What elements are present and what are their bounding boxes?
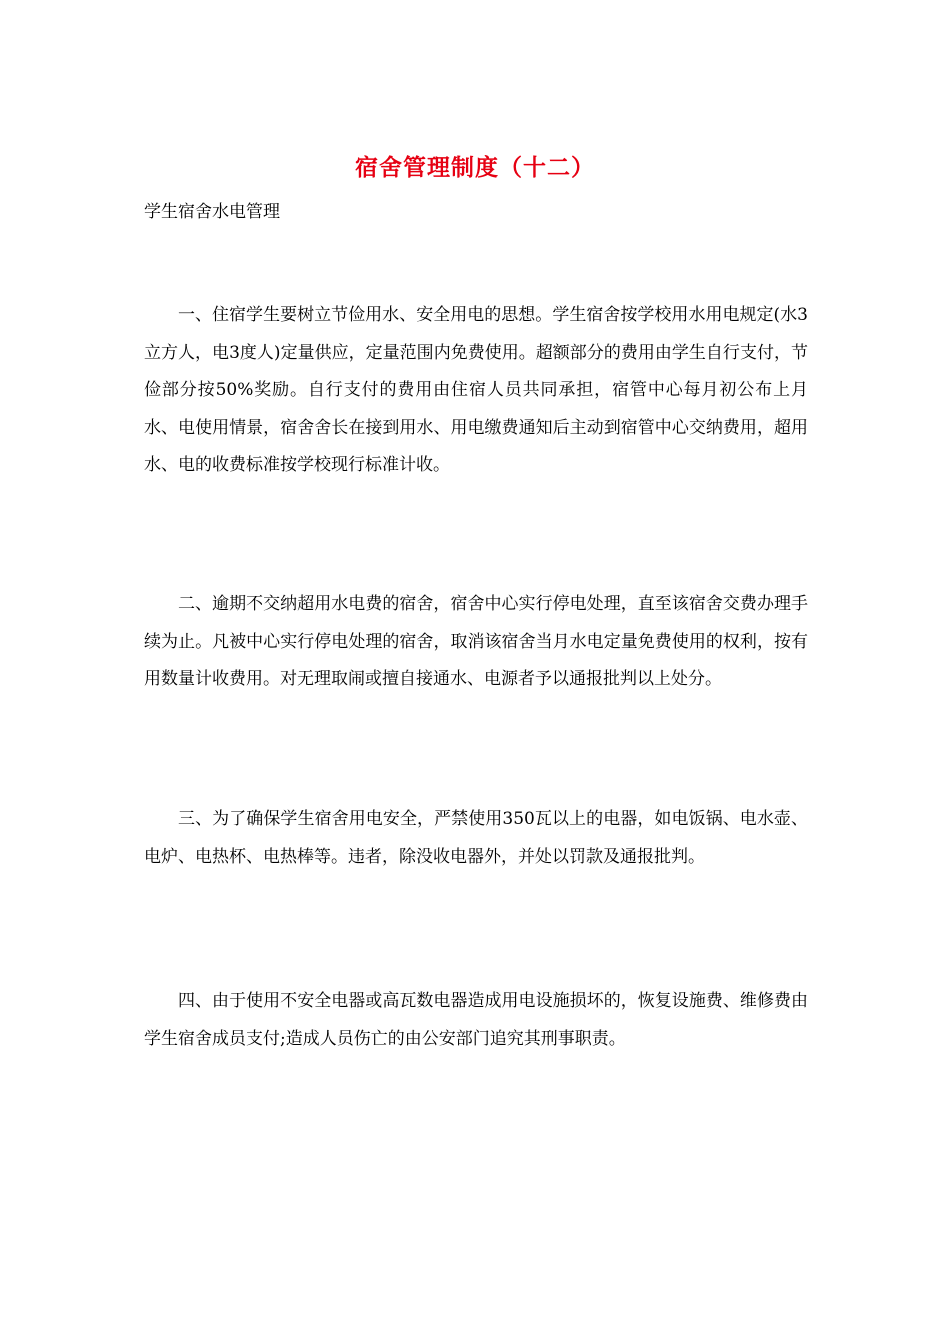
paragraph-2: 二、逾期不交纳超用水电费的宿舍，宿舍中心实行停电处理，直至该宿舍交费办理手续为止。凡被中心实行停电处理的宿舍，取消该宿舍当月水电定量免费使用的权利，按有用数量计收费用。对无理取闹或擅自接通水、电源者予以通报批判以上处分。: [144, 594, 808, 689]
paragraph-4: 四、由于使用不安全电器或高瓦数电器造成用电设施损坏的，恢复设施费、维修费由学生宿舍成员支付;造成人员伤亡的由公安部门追究其刑事职责。: [144, 991, 808, 1049]
paragraph-1: 一、住宿学生要树立节俭用水、安全用电的思想。学生宿舍按学校用水用电规定(水3立方人，电3度人)定量供应，定量范围内免费使用。超额部分的费用由学生自行支付，节俭部分按50%奖励。自行支付的费用由住宿人员共同承担，宿管中心每月初公布上月水、电使用情景，宿舍舍长在接到用水、用电缴费通知后主动到宿管中心交纳费用，超用水、电的收费标准按学校现行标准计收。: [144, 305, 808, 475]
document-subtitle: 学生宿舍水电管理: [144, 202, 280, 222]
paragraph-3: 三、为了确保学生宿舍用电安全，严禁使用350瓦以上的电器，如电饭锅、电水壶、电炉、电热杯、电热棒等。违者，除没收电器外，并处以罚款及通报批判。: [144, 809, 808, 867]
document-title: 宿舍管理制度（十二）: [355, 154, 595, 181]
